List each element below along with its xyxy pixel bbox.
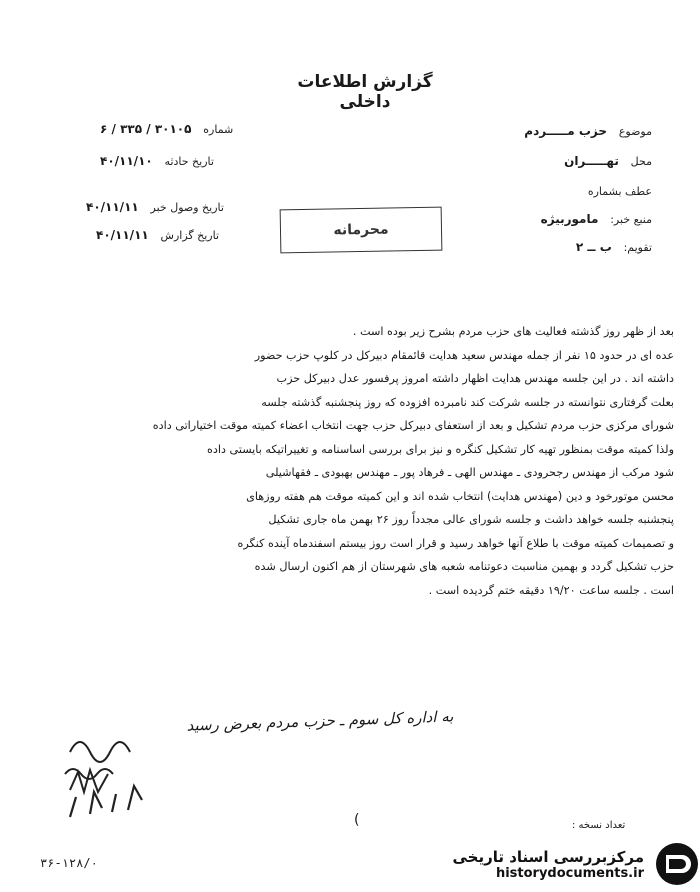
number-label: شماره [203,123,234,136]
body-line: ولذا کمیته موقت بمنظور تهیه کار تشکیل کنگره و نیز برای بررسی اساسنامه و تغییراتیکه بایستی داده [207,442,674,456]
document-code: ۳۶-۱۲۸/۰ [40,856,98,870]
brace-mark: ( [354,812,360,828]
subject-value: حزب مـــــردم [524,124,607,138]
body-line: حزب تشکیل گردد و بهمین مناسبت دعوتنامه شعبه های شهرستان از هم اکنون ارسال شده [254,560,674,573]
place-value: تهـــــران [564,154,619,168]
watermark-title: مرکزبررسی اسناد تاریخی [452,847,644,866]
event-date-label: تاریخ حادثه [164,155,214,168]
body-line: محسن موتورخود و دین (مهندس هدایت) انتخاب شده اند و این کمیته موقت هم هفته روزهای [246,489,674,503]
watermark-text [452,848,644,881]
body-line: و تصمیمات کمیته موقت با طلاع آنها خواهد رسید و قرار است روز بیستم اسفندماه آینده کنگره [237,536,674,550]
place-field [564,154,652,168]
handwritten-note: به اداره کل سوم ـ حزب مردم بعرض رسید [186,707,454,735]
report-date-label: تاریخ گزارش [160,229,220,242]
report-date-field [96,228,219,242]
subject-label: موضوع [618,125,652,138]
body-line: داشته اند . در این جلسه مهندس هدایت اظهار داشته امروز پرفسور عدل دبیرکل حزب [276,372,674,385]
receipt-date-label: تاریخ وصول خبر [150,201,224,214]
place-label: محل [630,155,652,168]
event-date-value: ۴۰/۱۱/۱۰ [100,154,153,168]
reference-label: عطف بشماره [587,185,652,198]
confidential-stamp: محرمانه [280,207,443,254]
evaluation-label: تقویم: [623,241,652,254]
report-title: گزارش اطلاعات داخلی [297,72,433,112]
report-date-value: ۴۰/۱۱/۱۱ [96,228,149,242]
receipt-date-value: ۴۰/۱۱/۱۱ [86,200,139,214]
signature-scribble [50,722,230,822]
number-field [100,122,233,136]
evaluation-value: ب ــ ۲ [575,240,612,254]
copies-label: تعداد نسخه : [572,820,626,831]
evaluation-field [576,240,652,254]
subject-field [524,124,652,138]
body-line: است . جلسه ساعت ۱۹/۲۰ دقیقه ختم گردیده است . [428,583,674,597]
watermark [416,836,700,892]
body-line: شورای مرکزی حزب مردم تشکیل و بعد از استعفای دبیرکل حزب جهت انتخاب اعضاء کمیته موقت اختیاراتی داده [152,419,674,432]
reference-field [588,184,652,198]
source-field [541,212,652,226]
body-line: عده ای در حدود ۱۵ نفر از جمله مهندس سعید هدایت قائمقام دبیرکل در کلوپ حزب حضور [254,348,674,362]
number-value: ۳۰۱۰۵ / ۳۳۵ / ۶ [100,122,192,136]
body-line: بعد از ظهر روز گذشته فعالیت های حزب مردم بشرح زیر بوده است . [352,325,674,338]
receipt-date-field [86,200,224,214]
source-label: منبع خبر: [610,213,652,226]
watermark-url: historydocuments.ir [495,865,644,881]
body-line: بعلت گرفتاری نتوانسته در جلسه شرکت کند نامبرده افزوده که روز پنجشنبه گذشته جلسه [261,395,674,409]
report-body [96,320,674,602]
body-line: شود مرکب از مهندس رجحرودی ـ مهندس الهی ـ فرهاد پور ـ مهندس بهبودی ـ فقهاشیلی [265,466,674,479]
source-value: ماموربیژه [540,212,599,226]
event-date-field [100,154,214,168]
archive-logo-icon [654,841,700,887]
body-line: پنجشنبه جلسه خواهد داشت و جلسه شورای عالی مجدداً روز ۲۶ بهمن ماه جاری تشکیل [268,513,674,526]
